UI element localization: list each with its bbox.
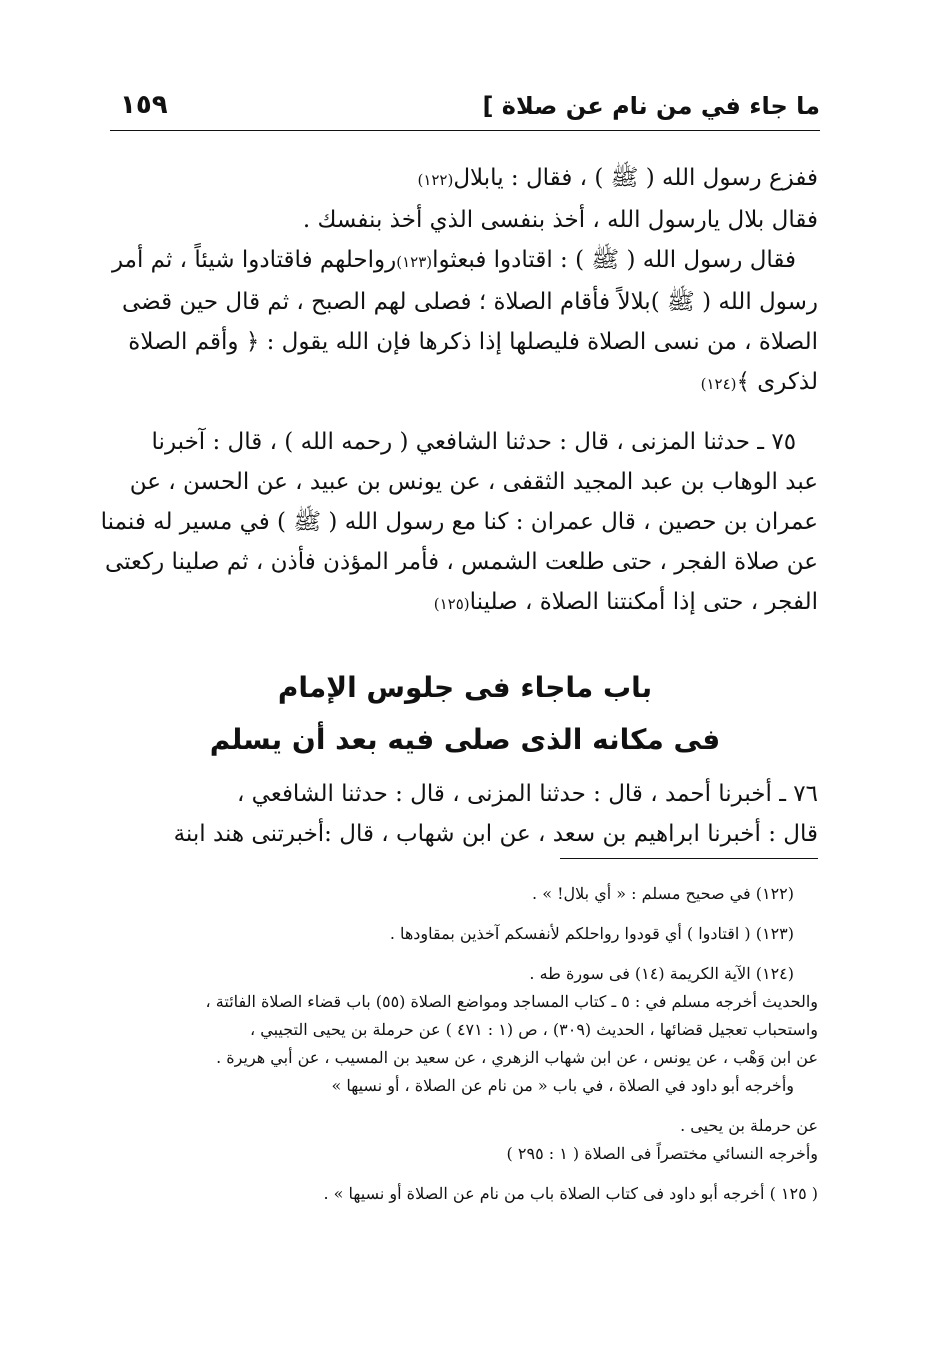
chapter-heading	[112, 662, 818, 766]
text-line	[112, 158, 818, 200]
page-number: ١٥٩	[120, 90, 168, 120]
text-line	[112, 422, 818, 462]
text-segment: عمران بن حصين ، قال عمران : كنا مع رسول الله ( ﷺ ) في مسير له فنمنا	[100, 509, 818, 535]
text-line	[112, 582, 818, 624]
footnote: واستحباب تعجيل قضائها ، الحديث (٣٠٩) ، ص (١ : ٤٧١ ) عن حرملة بن يحيى التجيبي ،	[249, 1020, 818, 1039]
text-segment: عن صلاة الفجر ، حتى طلعت الشمس ، فأمر المؤذن فأذن ، ثم صلينا ركعتى	[104, 549, 818, 575]
footnote-ref: (١٢٣)	[396, 253, 433, 271]
text-line: قال : أخبرنا ابراهيم بن سعد ، عن ابن شهاب ، قال :أخبرتنى هند ابنة	[173, 821, 818, 847]
footnote: ( ١٢٥ ) أخرجه أبو داود فى كتاب الصلاة باب من نام عن الصلاة أو نسيها » .	[323, 1184, 818, 1203]
footnote-ref: (١٢٤)	[700, 375, 737, 393]
footnote-ref: (١٢٢)	[417, 171, 454, 189]
text-segment: رسول الله ( ﷺ )بلالاً فأقام الصلاة ؛ فصلى لهم الصبح ، ثم قال حين قضى	[121, 289, 818, 315]
header-rule	[110, 130, 820, 131]
text-line	[112, 322, 818, 362]
footnotes	[112, 880, 818, 1208]
text-line	[104, 542, 818, 582]
main-text	[100, 158, 818, 624]
footnote: (١٢٤) الآية الكريمة (١٤) فى سورة طه .	[529, 964, 794, 983]
footnote-ref: (١٢٥)	[433, 595, 470, 613]
text-line: ٧٦ ـ أخبرنا أحمد ، قال : حدثنا المزنى ، قال : حدثنا الشافعي ،	[236, 781, 818, 807]
running-header-title: ما جاء في من نام عن صلاة ]	[482, 92, 820, 120]
text-segment: عبد الوهاب بن عبد المجيد الثقفى ، عن يونس بن عبيد ، عن الحسن ، عن	[129, 469, 818, 495]
footnote: وأخرجه أبو داود في الصلاة ، في باب « من نام عن الصلاة ، أو نسيها »	[331, 1076, 794, 1095]
footnote-rule	[560, 858, 818, 859]
text-segment: فقال رسول الله ( ﷺ ) : اقتادوا فبعثوا	[432, 247, 797, 273]
chapter-heading-line: باب ماجاء فى جلوس الإمام	[277, 671, 653, 704]
footnote: وأخرجه النسائي مختصراً فى الصلاة ( ١ : ٢٩٥ )	[506, 1144, 818, 1163]
text-segment: ٧٥ ـ حدثنا المزنى ، قال : حدثنا الشافعي ( رحمه الله ) ، قال : آخبرنا	[151, 429, 797, 455]
text-segment: رواحلهم فاقتادوا شيئاً ، ثم أمر	[111, 247, 397, 273]
main-text-continued	[112, 774, 818, 854]
text-segment: الفجر ، حتى إذا أمكنتنا الصلاة ، صلينا	[469, 589, 818, 615]
footnote: عن ابن وَهْب ، عن يونس ، عن ابن شهاب الزهري ، عن سعيد بن المسيب ، عن أبي هريرة .	[216, 1048, 818, 1067]
text-segment: فقال بلال يارسول الله ، أخذ بنفسى الذي أخذ بنفسك .	[302, 207, 818, 233]
text-line	[112, 462, 818, 502]
text-line	[112, 240, 818, 282]
footnote: عن حرملة بن يحيى .	[680, 1116, 818, 1135]
text-line	[112, 200, 818, 240]
text-segment: لذكرى ﴾	[736, 369, 818, 395]
text-line	[112, 282, 818, 322]
text-segment: الصلاة ، من نسى الصلاة فليصلها إذا ذكرها فإن الله يقول : ﴿ وأقم الصلاة	[128, 329, 818, 355]
chapter-heading-line: فى مكانه الذى صلى فيه بعد أن يسلم	[209, 723, 721, 756]
footnote: (١٢٢) في صحيح مسلم : « أي بلال! » .	[532, 884, 794, 903]
text-line	[100, 502, 818, 542]
footnote: (١٢٣) ( اقتادوا ) أي قودوا رواحلكم لأنفسكم آخذين بمقاودها .	[389, 924, 794, 943]
text-segment: ففزع رسول الله ( ﷺ ) ، فقال : يابلال	[453, 165, 818, 191]
footnote: والحديث أخرجه مسلم في : ٥ ـ كتاب المساجد ومواضع الصلاة (٥٥) باب قضاء الصلاة الفائتة ،	[205, 992, 818, 1011]
text-line	[112, 362, 818, 404]
